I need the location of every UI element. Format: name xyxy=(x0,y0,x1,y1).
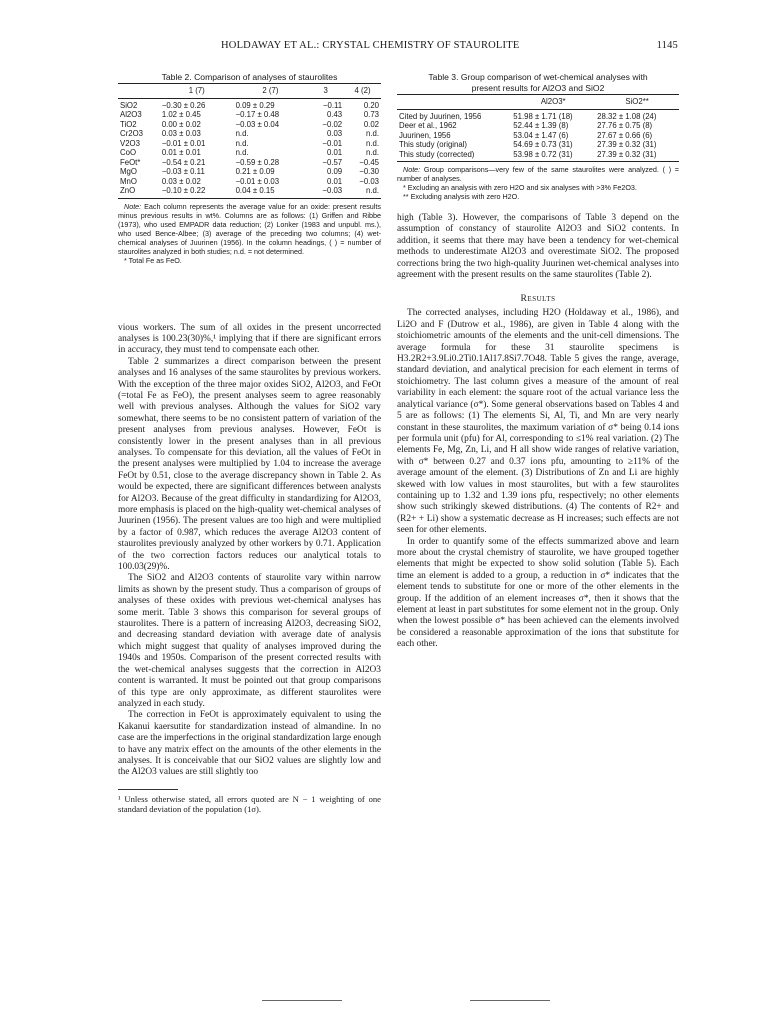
table3-row xyxy=(397,150,679,162)
table3-cell: 54.69 ± 0.73 (31) xyxy=(513,140,573,149)
table3-footnote-1: * Excluding an analysis with zero H2O and six analyses with >3% Fe2O3. xyxy=(403,183,637,192)
table3-note xyxy=(397,165,679,201)
table2-cell: 0.09 xyxy=(326,167,343,176)
table2-row xyxy=(118,120,381,130)
table3-cell: 27.67 ± 0.66 (6) xyxy=(597,130,653,140)
table2-cell: 1.02 ± 0.45 xyxy=(161,110,201,119)
table2-cell: −0.02 xyxy=(322,119,343,129)
table2-row xyxy=(118,98,381,110)
table3-caption-line2: present results for Al2O3 and SiO2 xyxy=(471,83,605,93)
table2-row xyxy=(118,139,381,149)
table2-cell: −0.57 xyxy=(322,157,343,167)
table2-cell: n.d. xyxy=(365,138,379,148)
table3-row xyxy=(397,109,679,121)
table2-cell: V2O3 xyxy=(120,138,140,148)
table2-note-text: Each column represents the average value for an oxide: present results minus previous results in wt%. Columns are as follows: (1) Griffen and Ribbe (1973), who used EMPADR data reduction; (2) Lonker (1983 and unpubl. ms.), who used Bence-Albee; (3) average of the preceding two columns; (4) wet-chemical analyses of Juurinen (1956). In the column headings, ( ) = number of staurolites analyzed in both studies; n.d. = not determined. xyxy=(118,201,381,256)
table2-cell: n.d. xyxy=(235,148,249,157)
table3-caption xyxy=(397,72,679,94)
table2-note-lead: Note: xyxy=(124,201,142,211)
table3-cell: 27.39 ± 0.32 (31) xyxy=(595,150,679,162)
table3-cell: This study (corrected) xyxy=(397,150,511,162)
table2-cell: −0.03 xyxy=(359,176,379,186)
table2-cell: −0.01 ± 0.01 xyxy=(161,138,206,148)
table2-body xyxy=(118,98,381,198)
table2-note xyxy=(118,202,381,265)
table2-row xyxy=(118,158,381,168)
table3-note-lead: Note: xyxy=(403,165,421,174)
footnote-rule xyxy=(118,789,178,790)
table3-body xyxy=(397,109,679,162)
table3-note-text: Group comparisons—very few of the same staurolites were analyzed. ( ) = number of analyses. xyxy=(397,165,680,183)
table2-row xyxy=(118,148,381,158)
bottom-rule-right xyxy=(470,1000,550,1001)
right-paragraph-3: In order to quantify some of the effects summarized above and learn more about the crystal chemistry of staurolite, we have grouped together elements that might be expected to show solid solution (Table 5). Each time an element is added to a group, a reduction in σ* indicates that the element tends to substitute for one or more of the other elements in the group. If the addition of an element increases σ*, then it shows that the element at least in part substitutes for some element not in the group. Only when the lowest possible σ* has been achieved can the elements involved be considered a reasonable approximation of the ions that substitute for each other. xyxy=(397,536,679,650)
table2-cell: −0.03 ± 0.04 xyxy=(235,119,280,129)
table3-header-cell xyxy=(397,95,511,110)
table2-cell: 0.01 ± 0.01 xyxy=(161,148,201,157)
page-number: 1145 xyxy=(656,40,678,51)
table2-cell: −0.54 ± 0.21 xyxy=(161,157,206,167)
table2-cell: 0.02 xyxy=(363,119,379,129)
right-paragraph-1: high (Table 3). However, the comparisons of Table 3 depend on the assumption of constancy of staurolite Al2O3 and SiO2 contents. In addition, it seems that there may have been a tendency for wet-chemical methods to underestimate Al2O3 and overestimate SiO2. The proposed corrections bring the two high-quality Juurinen wet-chemical analyses into agreement with the present results on the same staurolites (Table 2). xyxy=(397,213,679,281)
table2-cell: Al2O3 xyxy=(120,110,142,119)
table2-cell: ZnO xyxy=(118,186,160,198)
right-paragraph-2: The corrected analyses, including H2O (Holdaway et al., 1986), and Li2O and F (Dutrow et al., 1986), are given in Table 4 along with the stoichiometric amounts of the elements and the unit-cell dimensions. The average formula for these 31 staurolite specimens is H3.2R2+3.9Li0.2Ti0.1Al17.8Si7.7O48. Table 5 gives the range, average, standard deviation, and analytical precision for each element in terms of stoichiometry. The last column gives a measure of the amount of real variability in each element: the square root of the actual variance less the analytical variance (σ*). Some general observations based on Tables 4 and 5 are as follows: (1) The elements Si, Al, Ti, and Mn are very nearly constant in these staurolites, the maximum variation of σ* being 0.14 ions per formula unit (pfu) for Al, corresponding to ≤1% real variation. (2) The elements Fe, Mg, Zn, Li, and H all show wide ranges of relative variation, with σ* between 0.27 and 0.37 ions pfu, amounting to ≥11% of the average amount of the element. (3) Distributions of Zn and Li are highly skewed with low values in most staurolites, but with a few staurolites containing up to 1.32 and 1.39 ions pfu, respectively; no other elements show such strikingly skewed distributions. (4) The contents of R2+ and (R2+ + Li) show a systematic decrease as H increases; such effects are not seen for other elements. xyxy=(397,308,679,536)
table2-cell: 0.04 ± 0.15 xyxy=(234,186,308,198)
left-paragraph-4: The correction in FeOt is approximately equivalent to using the Kakanui kaersutite for standardization instead of almandine. In no case are the imperfections in the original standardization large enough to have any matrix effect on the amounts of the other elements in the analyses. It is conceivable that our SiO2 values are slightly low and the Al2O3 values are still slightly too xyxy=(118,710,382,778)
section-heading-results: Results xyxy=(520,293,556,305)
table2-cell: 0.09 ± 0.29 xyxy=(235,100,275,110)
table2-row xyxy=(118,129,381,139)
table3-cell: 27.39 ± 0.32 (31) xyxy=(597,140,657,149)
table3-cell: 28.32 ± 1.08 (24) xyxy=(597,111,657,121)
table2-cell: MnO xyxy=(120,176,137,186)
table2-cell: 0.21 ± 0.09 xyxy=(235,167,275,176)
left-footnote: ¹ Unless otherwise stated, all errors quoted are N − 1 weighting of one standard deviation of the population (1σ). xyxy=(118,793,381,815)
left-paragraph-3: The SiO2 and Al2O3 contents of staurolite vary within narrow limits as shown by the present study. Thus a comparison of groups of analyses of these oxides with previous wet-chemical analyses has some merit. Table 3 shows this comparison for several groups of staurolites. There is a pattern of increasing Al2O3, decreasing SiO2, and decreasing standard deviation with average date of analysis which might suggest that quality of analyses improved during the 1940s and 1950s. Comparison of the present corrected results with the wet-chemical analyses suggests that the correction in Al2O3 content is warranted. It must be pointed out that group comparisons of this type are only approximate, as different staurolites were analyzed in each study. xyxy=(118,573,381,709)
table2-header-row xyxy=(118,84,381,99)
table3-row xyxy=(397,121,679,131)
table2-cell: Cr2O3 xyxy=(120,129,143,138)
table2-row xyxy=(118,177,381,187)
table2-cell: −0.10 ± 0.22 xyxy=(160,186,234,198)
running-head-title: HOLDAWAY ET AL.: CRYSTAL CHEMISTRY OF STAUROLITE xyxy=(221,40,520,51)
table2-cell: −0.30 xyxy=(359,167,379,176)
table2-cell: −0.01 xyxy=(322,138,343,148)
table2-cell: 0.43 xyxy=(326,110,343,119)
table2-row xyxy=(118,110,381,120)
right-column xyxy=(397,72,679,651)
table2-cell: −0.59 ± 0.28 xyxy=(235,157,280,167)
table3-header-cell: SiO2** xyxy=(595,95,679,110)
table2-cell: n.d. xyxy=(235,129,249,138)
table3-row xyxy=(397,140,679,150)
bottom-rule-left xyxy=(262,1000,342,1001)
table2-header-cell: 2 (7) xyxy=(234,84,308,99)
table2-footnote: * Total Fe as FeO. xyxy=(124,255,182,265)
table2-cell: CoO xyxy=(120,148,137,157)
table2-cell: −0.30 ± 0.26 xyxy=(161,100,206,110)
table2-cell: 0.00 ± 0.02 xyxy=(161,119,201,129)
left-paragraph-2: Table 2 summarizes a direct comparison between the present analyses and 16 analyses of the same staurolites by previous workers. With the exception of the three major oxides SiO2, Al2O3, and FeOt (=total Fe as FeO), the present analyses seem to agree reasonably well with previous analyses. Although the values for SiO2 vary somewhat, there seems to be no consistent pattern of variation of the present analyses from previous analyses. However, FeOt is consistently lower in the present analyses than in all previous analyses. To compensate for this deviation, all the values of FeOt in the present analyses were multiplied by 1.04 to increase the average FeOt by 0.51, close to the average discrepancy shown in Table 2. As would be expected, there are significant differences between analysts for Al2O3. Because of the great difficulty in standardizing for Al2O3, more emphasis is placed on the high-quality wet-chemical analyses of Juurinen (1956). The present values are too high and were multiplied by a factor of 0.987, which reduces the average Al2O3 content of staurolites previously analyzed by other workers by 0.71. Application of the two correction factors reduces our analytical totals to 100.03(29)%. xyxy=(118,356,381,573)
table2-cell: 0.20 xyxy=(363,100,379,110)
table2-cell: −0.45 xyxy=(359,157,379,167)
table2-cell: 0.73 xyxy=(363,110,379,119)
table3-cell: Juurinen, 1956 xyxy=(399,130,451,140)
table2-header-cell: 1 (7) xyxy=(160,84,234,99)
table2-caption: Table 2. Comparison of analyses of staurolites xyxy=(161,72,338,82)
table3-cell: This study (original) xyxy=(399,140,468,149)
table3-header-cell: Al2O3* xyxy=(511,95,595,110)
table3-header-row xyxy=(397,95,679,110)
table2-cell: −0.17 ± 0.48 xyxy=(235,110,280,119)
table2-cell: −0.03 xyxy=(307,186,344,198)
table2-cell: 0.01 xyxy=(326,148,343,157)
table2-cell: FeOt* xyxy=(120,157,141,167)
table2-header-cell xyxy=(118,84,160,99)
table2-cell: TiO2 xyxy=(120,119,137,129)
table2-cell: MgO xyxy=(120,167,137,176)
table3-footnote-2: ** Excluding analysis with zero H2O. xyxy=(403,192,520,201)
table2 xyxy=(118,83,381,199)
table2-cell: n.d. xyxy=(365,129,379,138)
table3-cell: 52.44 ± 1.39 (8) xyxy=(513,121,569,130)
table2-row xyxy=(118,186,381,198)
table2-cell: n.d. xyxy=(344,186,381,198)
table2-header-cell: 4 (2) xyxy=(344,84,381,99)
table2-cell: SiO2 xyxy=(120,100,138,110)
table3 xyxy=(397,94,679,162)
table2-cell: −0.03 ± 0.11 xyxy=(161,167,205,176)
table2-header-cell: 3 xyxy=(307,84,344,99)
left-column xyxy=(118,72,381,815)
table3-cell: 53.98 ± 0.72 (31) xyxy=(511,150,595,162)
table3-cell: 53.04 ± 1.47 (6) xyxy=(513,130,569,140)
table2-row xyxy=(118,167,381,177)
table2-cell: 0.03 ± 0.02 xyxy=(161,176,201,186)
table2-cell: −0.11 xyxy=(322,100,343,110)
table3-caption-line1: Table 3. Group comparison of wet-chemical analyses with xyxy=(428,72,648,82)
table2-cell: 0.03 ± 0.03 xyxy=(161,129,201,138)
table2-cell: 0.01 xyxy=(326,176,343,186)
table3-cell: Deer et al., 1962 xyxy=(399,121,457,130)
table2-cell: 0.03 xyxy=(326,129,343,138)
table3-cell: 27.76 ± 0.75 (8) xyxy=(597,121,653,130)
table3-row xyxy=(397,131,679,141)
table2-cell: −0.01 ± 0.03 xyxy=(235,176,280,186)
table3-cell: 51.98 ± 1.71 (18) xyxy=(513,111,573,121)
table2-cell: n.d. xyxy=(235,138,249,148)
table3-cell: Cited by Juurinen, 1956 xyxy=(399,111,482,121)
table2-cell: n.d. xyxy=(365,148,379,157)
left-paragraph-1: vious workers. The sum of all oxides in the present uncorrected analyses is 100.23(30)%,¹ implying that if there are significant errors in accuracy, they must tend to compensate each other. xyxy=(118,322,381,356)
